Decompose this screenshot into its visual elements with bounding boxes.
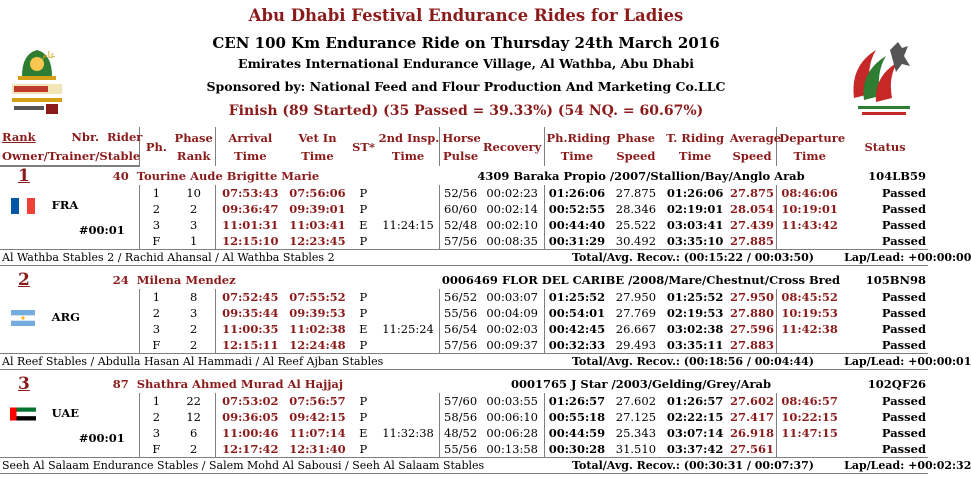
- col-departure: Departure Time: [777, 127, 842, 166]
- phase-speed: 28.346: [615, 202, 657, 216]
- event-title: CEN 100 Km Endurance Ride on Thursday 24th March 2016: [212, 34, 720, 52]
- phase-speed: 27.950: [615, 290, 657, 304]
- average-speed: 27.439: [730, 218, 775, 232]
- rider-block-3: [0, 374, 971, 474]
- pulse: 60/60: [440, 201, 481, 217]
- insp-time: [377, 233, 440, 250]
- col-status: Status: [864, 139, 906, 154]
- rider-block-2: [0, 270, 971, 375]
- status: Passed: [881, 442, 926, 456]
- pulse: 57/56: [440, 233, 481, 250]
- rider-name: Milena Mendez: [136, 273, 236, 287]
- ph: 2: [140, 409, 173, 425]
- ph-riding-time: 00:55:18: [544, 409, 609, 425]
- lap-lead: Lap/Lead: +00:02:32: [844, 459, 971, 472]
- st: P: [359, 442, 368, 456]
- total-recovery: Total/Avg. Recov.: (00:15:22 / 00:03:50): [544, 250, 842, 266]
- lap-lead: Lap/Lead: +00:00:01: [844, 355, 971, 368]
- col-2nd-insp: 2nd Insp. Time: [378, 130, 440, 163]
- venue-line: Emirates International Endurance Village, Al Wathba, Abu Dhabi: [238, 56, 694, 71]
- insp-time: [377, 441, 440, 458]
- t-riding-time: 03:02:38: [666, 322, 724, 336]
- phase-rank: 3: [190, 306, 198, 320]
- phase-rank: 12: [186, 410, 201, 424]
- st: P: [359, 410, 368, 424]
- vet-in-time: 09:42:15: [289, 410, 346, 424]
- departure-time: 10:19:53: [777, 305, 842, 321]
- pulse: 48/52: [440, 425, 481, 441]
- rider-name: Tourine Aude Brigitte Marie: [136, 169, 320, 183]
- total-recovery: Total/Avg. Recov.: (00:30:31 / 00:07:37): [544, 458, 842, 474]
- status: Passed: [881, 290, 926, 304]
- recovery: 00:09:37: [486, 338, 538, 352]
- rider-nbr: 87: [112, 377, 129, 391]
- rider-country-cell: [0, 393, 135, 458]
- departure-time: 11:47:15: [777, 425, 842, 441]
- col-st: ST*: [352, 139, 375, 154]
- phase-speed: 26.667: [615, 322, 657, 336]
- departure-time: 10:22:15: [777, 409, 842, 425]
- average-speed: 27.950: [730, 290, 775, 304]
- recovery: 00:02:23: [486, 186, 538, 200]
- col-rider: Rider: [106, 129, 143, 144]
- pulse: 57/60: [440, 393, 481, 409]
- ph: F: [140, 233, 173, 250]
- vet-in-time: 11:02:38: [289, 322, 346, 336]
- arrival-time: 07:53:43: [215, 185, 284, 201]
- pulse: 57/56: [440, 337, 481, 354]
- status: Passed: [881, 186, 926, 200]
- col-phase-rank: Phase Rank: [174, 130, 213, 163]
- rider-info-row: [0, 375, 928, 393]
- t-riding-time: 01:26:57: [666, 394, 724, 408]
- horse-info: 0006469 FLOR DEL CARIBE /2008/Mare/Chestnut/Cross Bred: [441, 273, 841, 287]
- rider-footer-row: [0, 458, 928, 474]
- rider-block-1: [0, 166, 971, 271]
- rider-rank: 2: [18, 270, 30, 290]
- st: P: [359, 234, 368, 248]
- insp-time: [377, 201, 440, 217]
- horse-info: 0001765 J Star /2003/Gelding/Grey/Arab: [510, 377, 772, 391]
- phase-row: [0, 425, 928, 441]
- ph-riding-time: 00:30:28: [544, 441, 609, 458]
- st: P: [359, 186, 368, 200]
- ph: 1: [140, 289, 173, 305]
- rider-info-row: [0, 271, 928, 289]
- vet-in-time: 11:07:14: [289, 426, 346, 440]
- status: Passed: [881, 234, 926, 248]
- rider-name: Shathra Ahmed Murad Al Hajjaj: [136, 377, 344, 391]
- st: P: [359, 306, 368, 320]
- ph: 1: [140, 393, 173, 409]
- phase-row: [0, 305, 928, 321]
- ph: 1: [140, 185, 173, 201]
- insp-time: [377, 409, 440, 425]
- phase-rank: 2: [190, 442, 198, 456]
- pulse: 56/54: [440, 321, 481, 337]
- ph-riding-time: 01:26:57: [544, 393, 609, 409]
- rider-footer-row: [0, 250, 928, 266]
- departure-time: [777, 441, 842, 458]
- country-code: FRA: [51, 197, 79, 212]
- departure-time: 08:46:57: [777, 393, 842, 409]
- ph-riding-time: 01:26:06: [544, 185, 609, 201]
- status: Passed: [881, 338, 926, 352]
- arrival-time: 11:00:46: [215, 425, 284, 441]
- pulse: 58/56: [440, 409, 481, 425]
- departure-time: 11:43:42: [777, 217, 842, 233]
- horse-code: 104LB59: [868, 168, 926, 183]
- phase-rank: 22: [186, 394, 201, 408]
- average-speed: 26.918: [730, 426, 775, 440]
- recovery: 00:06:28: [486, 426, 538, 440]
- phase-rank: 6: [190, 426, 198, 440]
- phase-row: [0, 217, 928, 233]
- phase-row: [0, 393, 928, 409]
- ph-riding-time: 00:44:40: [544, 217, 609, 233]
- t-riding-time: 01:26:06: [666, 186, 724, 200]
- ph-riding-time: 00:42:45: [544, 321, 609, 337]
- t-riding-time: 03:35:11: [666, 338, 724, 352]
- t-riding-time: 01:25:52: [666, 290, 724, 304]
- phase-row: [0, 409, 928, 425]
- vet-in-time: 07:55:52: [289, 290, 346, 304]
- owner-trainer-stable: Al Wathba Stables 2 / Rachid Ahansal / Al Wathba Stables 2: [0, 250, 544, 266]
- phase-rank: 8: [190, 290, 198, 304]
- ph-riding-time: 00:31:29: [544, 233, 609, 250]
- col-t-riding: T. Riding Time: [666, 130, 725, 163]
- phase-speed: 27.125: [615, 410, 657, 424]
- pulse: 55/56: [440, 441, 481, 458]
- results-table: [0, 127, 971, 474]
- departure-time: 11:42:38: [777, 321, 842, 337]
- pulse: 52/48: [440, 217, 481, 233]
- ph-riding-time: 00:44:59: [544, 425, 609, 441]
- average-speed: 28.054: [730, 202, 775, 216]
- recovery: 00:08:35: [486, 234, 538, 248]
- rider-country-cell: [0, 185, 135, 250]
- col-recovery: Recovery: [482, 139, 542, 154]
- pulse: 55/56: [440, 305, 481, 321]
- page-title: Abu Dhabi Festival Endurance Rides for Ladies: [248, 6, 684, 25]
- rider-rank: 3: [18, 374, 30, 394]
- sponsor-line: Sponsored by: National Feed and Flour Production And Marketing Co.LLC: [206, 79, 726, 94]
- horse-code: 105BN98: [865, 273, 926, 287]
- pulse: 52/56: [440, 185, 481, 201]
- country-code: ARG: [51, 309, 80, 324]
- uae-endurance-logo: [846, 36, 922, 120]
- arrival-time: 09:36:47: [215, 201, 284, 217]
- phase-speed: 27.875: [615, 186, 657, 200]
- recovery: 00:02:03: [486, 322, 538, 336]
- insp-time: 11:24:15: [382, 218, 434, 232]
- average-speed: 27.561: [730, 442, 775, 456]
- ph: F: [140, 441, 173, 458]
- recovery: 00:02:14: [486, 202, 538, 216]
- phase-speed: 31.510: [615, 442, 657, 456]
- arrival-time: 07:53:02: [215, 393, 284, 409]
- recovery: 00:03:55: [486, 394, 538, 408]
- ph: 3: [140, 321, 173, 337]
- col-rank: Rank: [2, 129, 36, 144]
- phase-speed: 27.769: [615, 306, 657, 320]
- svg-text:عام: عام: [42, 51, 56, 61]
- rider-nbr: 40: [112, 169, 129, 183]
- ph: 2: [140, 305, 173, 321]
- ph: F: [140, 337, 173, 354]
- phase-rank: 2: [190, 202, 198, 216]
- table-header-row-1: [0, 127, 928, 146]
- recovery: 00:02:10: [486, 218, 538, 232]
- average-speed: 27.417: [730, 410, 775, 424]
- insp-time: [377, 305, 440, 321]
- arrival-time: 09:36:05: [215, 409, 284, 425]
- ph: 3: [140, 217, 173, 233]
- total-recovery: Total/Avg. Recov.: (00:18:56 / 00:04:44): [544, 354, 842, 370]
- phase-rank: 1: [190, 234, 198, 248]
- insp-time: [377, 185, 440, 201]
- t-riding-time: 02:22:15: [666, 410, 724, 424]
- ph-riding-time: 00:32:33: [544, 337, 609, 354]
- rider-footer-row: [0, 354, 928, 370]
- rider-country-cell: [0, 289, 135, 354]
- insp-time: [377, 337, 440, 354]
- arrival-time: 12:17:42: [215, 441, 284, 458]
- t-riding-time: 03:07:14: [666, 426, 724, 440]
- average-speed: 27.602: [730, 394, 775, 408]
- phase-speed: 27.602: [615, 394, 657, 408]
- vet-in-time: 12:23:45: [289, 234, 346, 248]
- phase-row: [0, 441, 928, 458]
- horse-code: 102QF26: [867, 377, 926, 391]
- recovery: 00:06:10: [486, 410, 538, 424]
- col-average-speed: Average Speed: [729, 130, 782, 163]
- horse-info: 4309 Baraka Propio /2007/Stallion/Bay/Anglo Arab: [477, 168, 805, 183]
- t-riding-time: 03:03:41: [666, 218, 724, 232]
- rider-rank: 1: [18, 166, 30, 186]
- recovery: 00:03:07: [486, 290, 538, 304]
- recovery: 00:13:58: [486, 442, 538, 456]
- st: E: [359, 218, 368, 232]
- ph: 3: [140, 425, 173, 441]
- status: Passed: [881, 306, 926, 320]
- phase-row: [0, 321, 928, 337]
- trainer-code: #00:01: [78, 430, 125, 445]
- departure-time: [777, 233, 842, 250]
- lap-lead: Lap/Lead: +00:00:00: [844, 251, 971, 264]
- average-speed: 27.880: [730, 306, 775, 320]
- departure-time: 08:46:06: [777, 185, 842, 201]
- phase-rank: 2: [190, 322, 198, 336]
- phase-rank: 10: [186, 186, 201, 200]
- phase-row: [0, 185, 928, 201]
- vet-in-time: 07:56:57: [289, 394, 346, 408]
- phase-speed: 25.522: [615, 218, 657, 232]
- t-riding-time: 02:19:53: [666, 306, 724, 320]
- recovery: 00:04:09: [486, 306, 538, 320]
- insp-time: 11:25:24: [382, 322, 434, 336]
- st: P: [359, 290, 368, 304]
- arrival-time: 12:15:11: [215, 337, 284, 354]
- average-speed: 27.883: [730, 338, 775, 352]
- st: E: [359, 426, 368, 440]
- vet-in-time: 07:56:06: [289, 186, 346, 200]
- arrival-time: 11:01:31: [215, 217, 284, 233]
- insp-time: [377, 289, 440, 305]
- t-riding-time: 03:37:42: [666, 442, 724, 456]
- year-of-reading-logo: [6, 40, 68, 120]
- average-speed: 27.596: [730, 322, 775, 336]
- phase-row: [0, 201, 928, 217]
- status: Passed: [881, 394, 926, 408]
- uae-flag-icon: [10, 406, 36, 422]
- phase-speed: 30.492: [615, 234, 657, 248]
- status: Passed: [881, 426, 926, 440]
- phase-row: [0, 233, 928, 250]
- ph: 2: [140, 201, 173, 217]
- col-vet-in: Vet In Time: [298, 130, 337, 163]
- argentina-flag-icon: [10, 310, 36, 326]
- st: P: [359, 394, 368, 408]
- ph-riding-time: 00:52:55: [544, 201, 609, 217]
- phase-speed: 25.343: [615, 426, 657, 440]
- trainer-code: #00:01: [78, 222, 125, 237]
- arrival-time: 11:00:35: [215, 321, 284, 337]
- phase-rank: 3: [190, 218, 198, 232]
- col-owner: Owner/Trainer/Stable: [0, 146, 140, 166]
- insp-time: [377, 393, 440, 409]
- average-speed: 27.875: [730, 186, 775, 200]
- st: P: [359, 338, 368, 352]
- arrival-time: 07:52:45: [215, 289, 284, 305]
- t-riding-time: 03:35:10: [666, 234, 724, 248]
- st: P: [359, 202, 368, 216]
- status: Passed: [881, 218, 926, 232]
- arrival-time: 09:35:44: [215, 305, 284, 321]
- phase-row: [0, 289, 928, 305]
- arrival-time: 12:15:10: [215, 233, 284, 250]
- col-nbr-rider: [69, 127, 143, 146]
- departure-time: [777, 337, 842, 354]
- finish-summary: Finish (89 Started) (35 Passed = 39.33%) (54 NQ. = 60.67%): [228, 103, 704, 119]
- status: Passed: [881, 322, 926, 336]
- owner-trainer-stable: Seeh Al Salaam Endurance Stables / Salem Mohd Al Sabousi / Seeh Al Salaam Stables: [0, 458, 544, 474]
- col-ph: Ph.: [140, 127, 173, 166]
- ph-riding-time: 00:54:01: [544, 305, 609, 321]
- pulse: 56/52: [440, 289, 481, 305]
- col-horse-pulse: Horse Pulse: [440, 127, 481, 166]
- owner-trainer-stable: Al Reef Stables / Abdulla Hasan Al Hammadi / Al Reef Ajban Stables: [0, 354, 544, 370]
- col-arrival: Arrival Time: [215, 127, 284, 166]
- france-flag-icon: [10, 198, 36, 214]
- st: E: [359, 322, 368, 336]
- vet-in-time: 09:39:53: [289, 306, 346, 320]
- ph-riding-time: 01:25:52: [544, 289, 609, 305]
- col-ph-riding: Ph.Riding Time: [544, 127, 609, 166]
- average-speed: 27.885: [730, 234, 775, 248]
- phase-row: [0, 337, 928, 354]
- col-nbr: Nbr.: [71, 129, 99, 144]
- col-phase-speed: Phase Speed: [616, 130, 656, 163]
- insp-time: 11:32:38: [382, 426, 434, 440]
- vet-in-time: 09:39:01: [289, 202, 346, 216]
- rider-info-row: [0, 166, 928, 185]
- rider-nbr: 24: [112, 273, 129, 287]
- phase-speed: 29.493: [615, 338, 657, 352]
- status: Passed: [881, 202, 926, 216]
- vet-in-time: 11:03:41: [289, 218, 346, 232]
- vet-in-time: 12:31:40: [289, 442, 346, 456]
- vet-in-time: 12:24:48: [289, 338, 346, 352]
- status: Passed: [881, 410, 926, 424]
- phase-rank: 2: [190, 338, 198, 352]
- t-riding-time: 02:19:01: [666, 202, 724, 216]
- departure-time: 10:19:01: [777, 201, 842, 217]
- country-code: UAE: [51, 405, 80, 420]
- departure-time: 08:45:52: [777, 289, 842, 305]
